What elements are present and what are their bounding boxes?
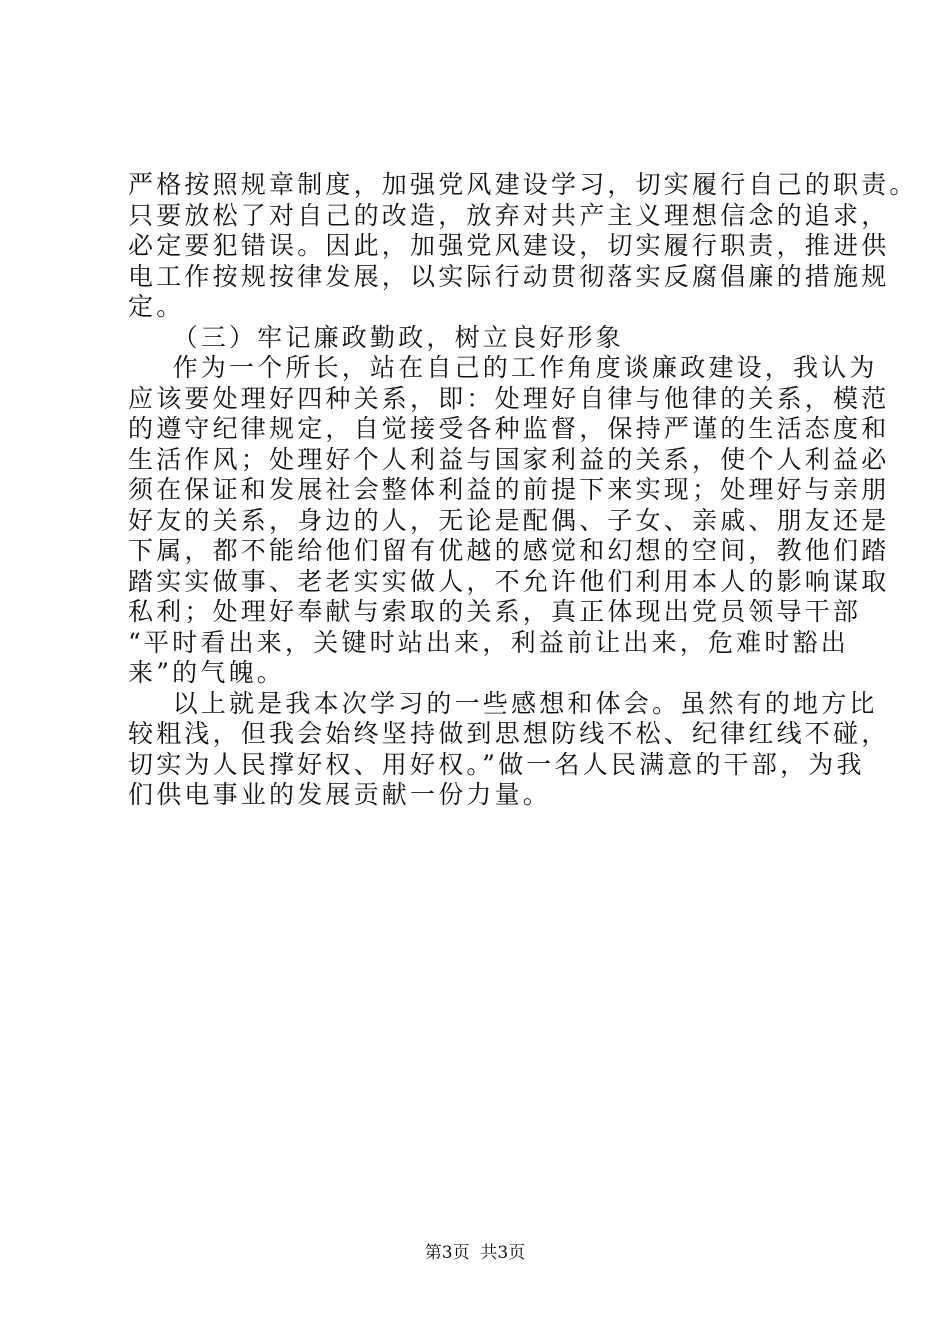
text-line: 切实为人民撑好权、用好权。”做一名人民满意的干部，为我 bbox=[128, 749, 865, 779]
text-line: 好友的关系，身边的人，无论是配偶、子女、亲戚、朋友还是 bbox=[128, 505, 890, 535]
text-line: 较粗浅，但我会始终坚持做到思想防线不松、纪律红线不碰， bbox=[128, 719, 890, 748]
text-line: 生活作风；处理好个人利益与国家利益的关系，使个人利益必 bbox=[128, 444, 890, 474]
text-line: 须在保证和发展社会整体利益的前提下来实现；处理好与亲朋 bbox=[128, 475, 890, 504]
text-line: 以上就是我本次学习的一些感想和体会。虽然有的地方比 bbox=[128, 688, 878, 718]
text-line: 严格按照规章制度，加强党风建设学习，切实履行自己的职责。 bbox=[128, 170, 918, 199]
text-line: 应该要处理好四种关系，即：处理好自律与他律的关系，模范 bbox=[128, 383, 890, 413]
text-line: 私利；处理好奉献与索取的关系，真正体现出党员领导干部 bbox=[128, 597, 862, 626]
page-footer bbox=[0, 1242, 950, 1264]
text-line: 们供电事业的发展贡献一份力量。 bbox=[128, 780, 552, 809]
text-line: 的遵守纪律规定，自觉接受各种监督，保持严谨的生活态度和 bbox=[128, 414, 890, 443]
text-line: 来”的气魄。 bbox=[128, 658, 285, 687]
text-line: 必定要犯错误。因此，加强党风建设，切实履行职责，推进供 bbox=[128, 231, 890, 260]
text-line: 下属，都不能给他们留有优越的感觉和幻想的空间，教他们踏 bbox=[128, 536, 890, 565]
text-line: “平时看出来，关键时站出来，利益前让出来，危难时豁出 bbox=[128, 627, 849, 657]
text-line: 定。 bbox=[128, 292, 185, 321]
text-line: 作为一个所长，站在自己的工作角度谈廉政建设，我认为 bbox=[128, 353, 878, 382]
text-line: 电工作按规按律发展，以实际行动贯彻落实反腐倡廉的措施规 bbox=[128, 261, 890, 291]
document-body bbox=[128, 170, 918, 811]
section-heading: （三）牢记廉政勤政，树立良好形象 bbox=[128, 322, 624, 352]
page-number-label: 第3页 共3页 bbox=[424, 1243, 526, 1263]
text-line: 踏实实做事、老老实实做人，不允许他们利用本人的影响谋取 bbox=[128, 566, 890, 596]
text-line: 只要放松了对自己的改造，放弃对共产主义理想信念的追求， bbox=[128, 200, 890, 230]
